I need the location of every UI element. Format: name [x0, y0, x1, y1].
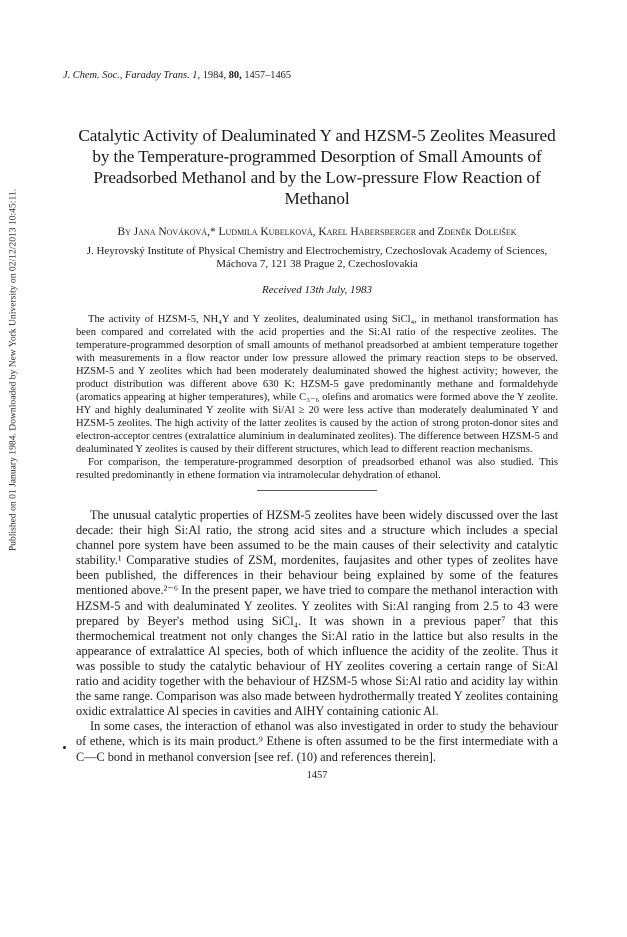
body-text	[75, 508, 559, 765]
margin-mark	[63, 746, 66, 749]
body-paragraph: The unusual catalytic properties of HZSM-5 zeolites have been widely discussed over the last decade: their high Si:Al ratio, the strong acid sites and a structure which includes a special channel pore system have been assumed to be the main causes of their selectivity and catalytic stability.¹ Comparative studies of ZSM, mordenites, faujasites and other types of zeolites have been published, the differences in their behaviour being explained by some of the features mentioned above.²⁻⁶ In the present paper, we have tried to compare the methanol interaction with HZSM-5 and with dealuminated Y zeolites. Y zeolites with Si:Al ranging from 2.5 to 43 were prepared by Beyer's method using SiCl₄. It was shown in a previous paper⁷ that this thermochemical treatment not only changes the Si:Al ratio in the lattice but also results in the appearance of extralattice Al species, both of which influence the acidity of the zeolite. Thus it was possible to study the catalytic behaviour of HY zeolites covering a certain range of Si:Al ratio and acidity together with the behaviour of HZSM-5 whose Si:Al ratio and acidity lay within the same range. Comparison was also made between hydrothermally treated Y zeolites containing oxidic extralattice Al species in cavities and AlHY containing cationic Al.	[76, 508, 558, 719]
citation-journal: J. Chem. Soc., Faraday Trans. 1,	[63, 70, 201, 81]
citation-year: 1984,	[202, 70, 227, 81]
journal-citation	[63, 70, 559, 81]
body-paragraph: In some cases, the interaction of ethanol was also investigated in order to study the behaviour of ethene, which is its main product.⁹ Ethene is often assumed to be the first intermediate with a C—C bond in methanol conversion [see ref. (10) and references therein].	[76, 719, 558, 764]
citation-volume: 80,	[228, 70, 242, 81]
author-line	[75, 226, 559, 238]
author-1: Jana Nováková,*	[133, 226, 216, 238]
author-and: and	[418, 226, 435, 238]
article-page	[63, 70, 559, 781]
section-divider	[257, 490, 377, 491]
affiliation: J. Heyrovský Institute of Physical Chemistry and Electrochemistry, Czechoslovak Academy of Sciences, Máchova 7, 121 38 Prague 2, Czechoslovakia	[86, 245, 548, 270]
abstract	[75, 313, 559, 482]
download-note	[6, 150, 20, 590]
author-4: Zdeněk Dolejšek	[437, 226, 517, 238]
author-3: Karel Habersberger	[318, 226, 417, 238]
abstract-paragraph: For comparison, the temperature-programmed desorption of preadsorbed ethanol was also studied. This resulted predominantly in ethene formation via intramolecular dehydration of ethanol.	[76, 457, 558, 481]
download-note-text: Published on 01 January 1984. Downloaded by New York University on 02/12/2013 10:45:11.	[7, 188, 19, 552]
author-2: Ludmila Kubelková,	[218, 226, 316, 238]
received-date: Received 13th July, 1983	[262, 284, 372, 296]
abstract-paragraph: The activity of HZSM-5, NH₄Y and Y zeolites, dealuminated using SiCl₄, in methanol transformation has been compared and correlated with the acid properties and the Si:Al ratio of the respective zeolites. The temperature-programmed desorption of small amounts of methanol preadsorbed at ambient temperature together with measurements in a flow reactor under low pressure allowed the primary reaction steps to be observed. HZSM-5 and Y zeolites which had been moderately dealuminated showed the highest activity; however, the product distribution was different above 630 K: HZSM-5 gave predominantly methane and formaldehyde (aromatics appearing at higher temperatures), while C₃₋₆ olefins and aromatics were formed above the Y zeolite. HY and highly dealuminated Y zeolite with Si/Al ≥ 20 were less active than moderately dealuminated Y and HZSM-5 zeolites. The high activity of the latter zeolites is caused by the action of strong proton-donor sites and electron-acceptor centres (extralattice aluminium in dealuminated zeolites). The difference between HZSM-5 and dealuminated Y zeolites is caused by their different structures, which lead to different reaction mechanisms.	[76, 314, 558, 455]
page-number: 1457	[306, 769, 328, 781]
citation-pages: 1457–1465	[244, 70, 292, 81]
article-title: Catalytic Activity of Dealuminated Y and HZSM-5 Zeolites Measured by the Temperature-programmed Desorption of Small Amounts of Preadsorbed Methanol and by the Low-pressure Flow Reaction of Methanol	[78, 126, 556, 208]
author-by: By	[117, 226, 131, 238]
